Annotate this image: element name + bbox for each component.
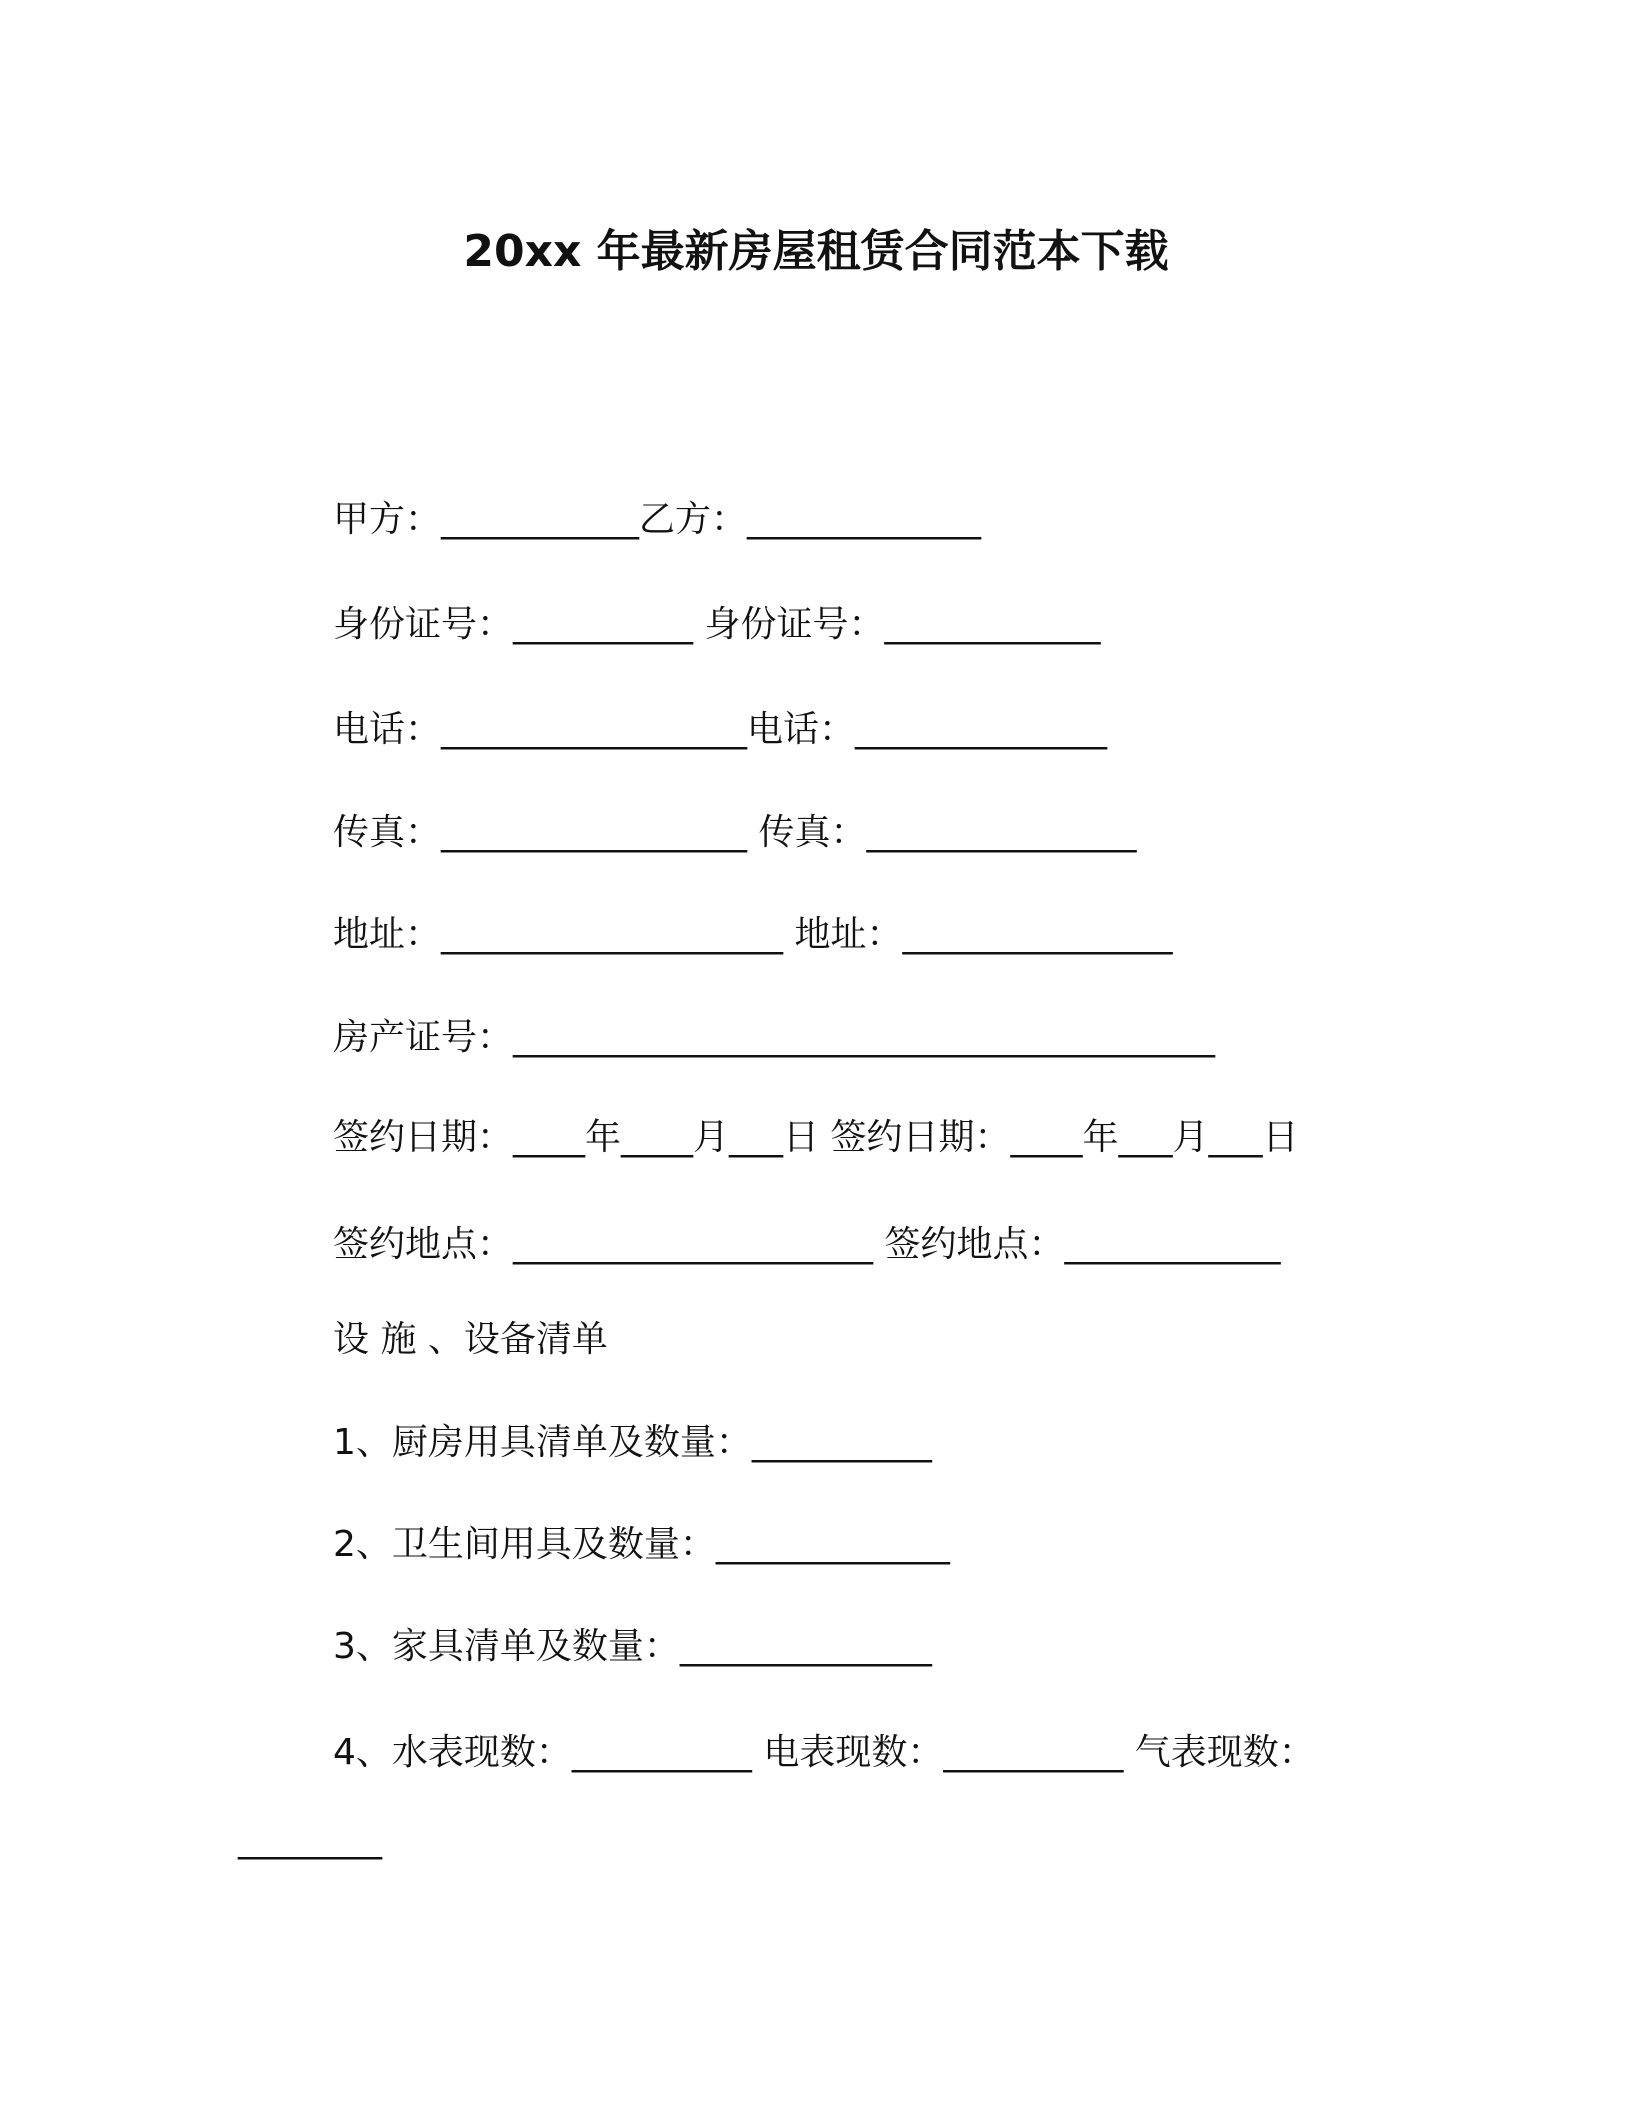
bathroom-items-line: 2、卫生间用具及数量：_____________ [333,1524,950,1565]
address-line: 地址：___________________ 地址：_______________ [333,914,1173,955]
fax-line: 传真：_________________ 传真：_______________ [333,812,1137,853]
document-title: 20xx 年最新房屋租赁合同范本下载 [463,226,1169,277]
party-line: 甲方：___________乙方：_____________ [333,499,982,540]
meter-readings-continuation: ________ [238,1819,382,1860]
kitchen-items-line: 1、厨房用具清单及数量：__________ [333,1422,932,1463]
property-certificate-line: 房产证号：_______________________________________ [333,1017,1216,1058]
furniture-items-line: 3、家具清单及数量：______________ [333,1626,932,1667]
meter-readings-line: 4、水表现数：__________ 电表现数：__________ 气表现数： [333,1732,1315,1773]
phone-line: 电话：_________________电话：______________ [333,709,1108,750]
id-number-line: 身份证号：__________ 身份证号：____________ [333,604,1101,645]
signing-place-line: 签约地点：____________________ 签约地点：____________ [333,1224,1281,1265]
signing-date-line: 签约日期：____年____月___日 签约日期：____年___月___日 [333,1117,1299,1158]
facilities-heading: 设 施 、设备清单 [333,1319,608,1360]
